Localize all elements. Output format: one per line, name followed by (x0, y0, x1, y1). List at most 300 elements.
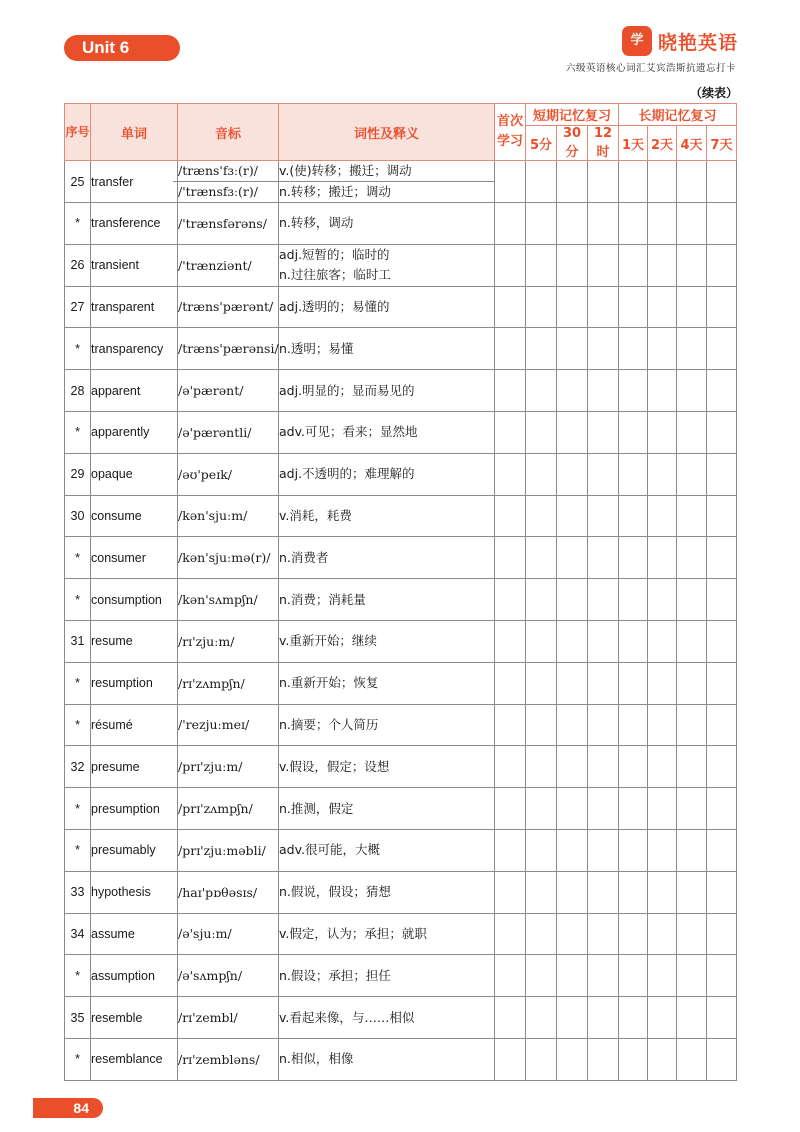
checkbox-cell[interactable] (557, 495, 588, 537)
table-row (65, 913, 737, 955)
checkbox-cell[interactable] (557, 328, 588, 370)
row-word: resumption (91, 662, 178, 704)
checkbox-cell[interactable] (677, 1038, 707, 1080)
row-number: 30 (65, 495, 91, 537)
row-number: 27 (65, 286, 91, 328)
header-word: 单词 (91, 104, 178, 161)
page-number: 84 (33, 1098, 103, 1118)
checkbox-cell[interactable] (526, 328, 557, 370)
brand (622, 26, 738, 56)
checkbox-cell[interactable] (677, 955, 707, 997)
checkbox-cell[interactable] (588, 788, 619, 830)
checkbox-cell[interactable] (619, 829, 648, 871)
row-word: consumption (91, 579, 178, 621)
checkbox-cell[interactable] (707, 579, 737, 621)
header-4day: 4天 (677, 126, 707, 161)
checkbox-cell[interactable] (648, 620, 677, 662)
checkbox-cell[interactable] (495, 286, 526, 328)
checkbox-cell[interactable] (526, 997, 557, 1039)
table-body (65, 161, 737, 1081)
checkbox-cell[interactable] (526, 495, 557, 537)
row-word: assumption (91, 955, 178, 997)
checkbox-cell[interactable] (557, 1038, 588, 1080)
row-phonetic: /haɪ'pɒθəsɪs/ (178, 871, 279, 913)
checkbox-cell[interactable] (619, 620, 648, 662)
checkbox-cell[interactable] (619, 955, 648, 997)
meaning-line: v.(使)转移；搬迁；调动 (279, 163, 412, 178)
checkbox-cell[interactable] (677, 788, 707, 830)
row-meaning (279, 913, 495, 955)
checkbox-cell[interactable] (557, 244, 588, 286)
row-word: hypothesis (91, 871, 178, 913)
table-row (65, 453, 737, 495)
row-phonetic: /prɪ'zʌmpʃn/ (178, 788, 279, 830)
checkbox-cell[interactable] (707, 328, 737, 370)
checkbox-cell[interactable] (526, 453, 557, 495)
row-phonetic: /ə'pærəntli/ (178, 411, 279, 453)
row-number: 34 (65, 913, 91, 955)
row-phonetic: /træns'pærənt/ (178, 286, 279, 328)
checkbox-cell[interactable] (648, 913, 677, 955)
row-word: presumption (91, 788, 178, 830)
row-meaning (279, 829, 495, 871)
checkbox-cell[interactable] (495, 871, 526, 913)
meaning-line: n.消费者 (279, 549, 329, 565)
checkbox-cell[interactable] (648, 244, 677, 286)
checkbox-cell[interactable] (619, 370, 648, 412)
meaning-line: v.看起来像，与……相似 (279, 1009, 415, 1025)
table-row (65, 662, 737, 704)
row-meaning (279, 997, 495, 1039)
checkbox-cell[interactable] (588, 662, 619, 704)
brand-subtitle: 六级英语核心词汇艾宾浩斯抗遗忘打卡 (565, 63, 736, 74)
checkbox-cell[interactable] (526, 370, 557, 412)
checkbox-cell[interactable] (557, 370, 588, 412)
row-number: * (65, 579, 91, 621)
checkbox-cell[interactable] (557, 955, 588, 997)
checkbox-cell[interactable] (526, 955, 557, 997)
checkbox-cell[interactable] (619, 788, 648, 830)
checkbox-cell[interactable] (677, 244, 707, 286)
header-12h: 12时 (588, 126, 619, 161)
checkbox-cell[interactable] (495, 453, 526, 495)
checkbox-cell[interactable] (588, 453, 619, 495)
checkbox-cell[interactable] (495, 161, 526, 203)
row-phonetic: /kən'sjuːmə(r)/ (178, 537, 279, 579)
row-word: consumer (91, 537, 178, 579)
checkbox-cell[interactable] (619, 1038, 648, 1080)
row-meaning (279, 203, 495, 245)
checkbox-cell[interactable] (557, 453, 588, 495)
checkbox-cell[interactable] (526, 829, 557, 871)
table-row (65, 495, 737, 537)
checkbox-cell[interactable] (619, 328, 648, 370)
checkbox-cell[interactable] (677, 537, 707, 579)
row-word: assume (91, 913, 178, 955)
header-meaning: 词性及释义 (279, 104, 495, 161)
header-7day: 7天 (707, 126, 737, 161)
checkbox-cell[interactable] (526, 871, 557, 913)
table-row (65, 1038, 737, 1080)
checkbox-cell[interactable] (648, 1038, 677, 1080)
checkbox-cell[interactable] (588, 913, 619, 955)
checkbox-cell[interactable] (526, 1038, 557, 1080)
checkbox-cell[interactable] (526, 662, 557, 704)
checkbox-cell[interactable] (677, 704, 707, 746)
row-meaning (279, 328, 495, 370)
checkbox-cell[interactable] (707, 955, 737, 997)
row-number: 33 (65, 871, 91, 913)
brand-name: 晓艳英语 (657, 31, 738, 54)
checkbox-cell[interactable] (526, 746, 557, 788)
checkbox-cell[interactable] (677, 746, 707, 788)
checkbox-cell[interactable] (619, 746, 648, 788)
checkbox-cell[interactable] (526, 537, 557, 579)
meaning-line: v.重新开始；继续 (279, 633, 377, 649)
meaning-line: n.过往旅客；临时工 (279, 267, 391, 283)
checkbox-cell[interactable] (557, 537, 588, 579)
row-meaning (279, 620, 495, 662)
checkbox-cell[interactable] (619, 411, 648, 453)
checkbox-cell[interactable] (677, 453, 707, 495)
checkbox-cell[interactable] (588, 704, 619, 746)
checkbox-cell[interactable] (677, 662, 707, 704)
table-row (65, 579, 737, 621)
checkbox-cell[interactable] (677, 620, 707, 662)
row-word: transparency (91, 328, 178, 370)
table-row (65, 203, 737, 245)
meaning-line: n.推测，假定 (279, 800, 354, 816)
checkbox-cell[interactable] (707, 662, 737, 704)
checkbox-cell[interactable] (648, 495, 677, 537)
checkbox-cell[interactable] (588, 537, 619, 579)
checkbox-cell[interactable] (495, 328, 526, 370)
table-row (65, 871, 737, 913)
brand-logo-icon: 学 (622, 26, 652, 56)
row-word: consume (91, 495, 178, 537)
checkbox-cell[interactable] (648, 579, 677, 621)
checkbox-cell[interactable] (526, 244, 557, 286)
row-number: 26 (65, 244, 91, 286)
row-meaning (279, 495, 495, 537)
meaning-line: adj.短暂的；临时的 (279, 247, 390, 263)
checkbox-cell[interactable] (557, 997, 588, 1039)
meaning-line: adj.不透明的；难理解的 (279, 466, 415, 482)
row-meaning (279, 579, 495, 621)
checkbox-cell[interactable] (648, 746, 677, 788)
checkbox-cell[interactable] (526, 788, 557, 830)
checkbox-cell[interactable] (619, 579, 648, 621)
checkbox-cell[interactable] (557, 829, 588, 871)
row-number: * (65, 788, 91, 830)
checkbox-cell[interactable] (495, 244, 526, 286)
checkbox-cell[interactable] (707, 244, 737, 286)
row-word: transient (91, 244, 178, 286)
meaning-line: n.相似，相像 (279, 1051, 354, 1067)
checkbox-cell[interactable] (495, 746, 526, 788)
checkbox-cell[interactable] (557, 871, 588, 913)
checkbox-cell[interactable] (557, 620, 588, 662)
checkbox-cell[interactable] (707, 1038, 737, 1080)
checkbox-cell[interactable] (619, 662, 648, 704)
checkbox-cell[interactable] (648, 537, 677, 579)
row-meaning (279, 871, 495, 913)
unit-badge: Unit 6 (64, 35, 180, 61)
checkbox-cell[interactable] (619, 495, 648, 537)
row-word: transparent (91, 286, 178, 328)
checkbox-cell[interactable] (707, 997, 737, 1039)
row-word: resemblance (91, 1038, 178, 1080)
row-meaning (279, 370, 495, 412)
checkbox-cell[interactable] (648, 328, 677, 370)
row-meaning (279, 411, 495, 453)
row-number: * (65, 203, 91, 245)
table-row (65, 161, 737, 203)
checkbox-cell[interactable] (619, 871, 648, 913)
checkbox-cell[interactable] (707, 161, 737, 203)
checkbox-cell[interactable] (526, 286, 557, 328)
checkbox-cell[interactable] (707, 495, 737, 537)
table-row (65, 370, 737, 412)
checkbox-cell[interactable] (619, 537, 648, 579)
checkbox-cell[interactable] (707, 829, 737, 871)
table-row (65, 328, 737, 370)
checkbox-cell[interactable] (619, 161, 648, 203)
row-phonetic: /kən'sjuːm/ (178, 495, 279, 537)
checkbox-cell[interactable] (677, 286, 707, 328)
row-phonetic: /'rezjuːmeɪ/ (178, 704, 279, 746)
checkbox-cell[interactable] (648, 370, 677, 412)
row-phonetic: /'trænsfərəns/ (178, 203, 279, 245)
checkbox-cell[interactable] (707, 286, 737, 328)
checkbox-cell[interactable] (619, 997, 648, 1039)
row-phonetic: /rɪ'zjuːm/ (178, 620, 279, 662)
checkbox-cell[interactable] (588, 370, 619, 412)
table-row (65, 955, 737, 997)
meaning-line: adj.明显的；显而易见的 (279, 382, 415, 398)
checkbox-cell[interactable] (495, 704, 526, 746)
checkbox-cell[interactable] (526, 203, 557, 245)
checkbox-cell[interactable] (495, 788, 526, 830)
row-number: 31 (65, 620, 91, 662)
phonetic-line: /træns'fɜː(r)/ (178, 163, 258, 178)
meaning-line: v.消耗，耗费 (279, 507, 352, 523)
checkbox-cell[interactable] (707, 704, 737, 746)
row-meaning (279, 244, 495, 286)
row-word: apparent (91, 370, 178, 412)
row-meaning (279, 955, 495, 997)
checkbox-cell[interactable] (648, 161, 677, 203)
checkbox-cell[interactable] (588, 244, 619, 286)
checkbox-cell[interactable] (619, 453, 648, 495)
row-phonetic: /rɪ'zʌmpʃn/ (178, 662, 279, 704)
checkbox-cell[interactable] (526, 620, 557, 662)
header-5min: 5分 (526, 126, 557, 161)
row-number: * (65, 411, 91, 453)
row-meaning (279, 161, 495, 203)
checkbox-cell[interactable] (495, 537, 526, 579)
row-meaning (279, 746, 495, 788)
row-word: transference (91, 203, 178, 245)
checkbox-cell[interactable] (677, 579, 707, 621)
checkbox-cell[interactable] (707, 746, 737, 788)
checkbox-cell[interactable] (526, 411, 557, 453)
checkbox-cell[interactable] (495, 620, 526, 662)
checkbox-cell[interactable] (495, 411, 526, 453)
checkbox-cell[interactable] (619, 704, 648, 746)
checkbox-cell[interactable] (495, 495, 526, 537)
checkbox-cell[interactable] (619, 286, 648, 328)
table-header (65, 104, 737, 161)
checkbox-cell[interactable] (557, 161, 588, 203)
checkbox-cell[interactable] (588, 620, 619, 662)
checkbox-cell[interactable] (648, 662, 677, 704)
checkbox-cell[interactable] (677, 203, 707, 245)
checkbox-cell[interactable] (588, 1038, 619, 1080)
header-phonetic: 音标 (178, 104, 279, 161)
checkbox-cell[interactable] (495, 203, 526, 245)
checkbox-cell[interactable] (648, 203, 677, 245)
checkbox-cell[interactable] (557, 286, 588, 328)
checkbox-cell[interactable] (588, 579, 619, 621)
row-number: * (65, 537, 91, 579)
checkbox-cell[interactable] (588, 955, 619, 997)
checkbox-cell[interactable] (707, 370, 737, 412)
row-meaning (279, 286, 495, 328)
header-long-term: 长期记忆复习 (619, 104, 737, 126)
checkbox-cell[interactable] (526, 579, 557, 621)
row-phonetic: /rɪ'zembləns/ (178, 1038, 279, 1080)
checkbox-cell[interactable] (557, 746, 588, 788)
table-row (65, 829, 737, 871)
checkbox-cell[interactable] (495, 662, 526, 704)
meaning-line: n.转移，调动 (279, 215, 354, 231)
checkbox-cell[interactable] (495, 1038, 526, 1080)
checkbox-cell[interactable] (495, 829, 526, 871)
checkbox-cell[interactable] (677, 871, 707, 913)
checkbox-cell[interactable] (619, 203, 648, 245)
row-number: * (65, 1038, 91, 1080)
row-phonetic: /rɪ'zembl/ (178, 997, 279, 1039)
row-word: résumé (91, 704, 178, 746)
checkbox-cell[interactable] (707, 871, 737, 913)
checkbox-cell[interactable] (557, 788, 588, 830)
checkbox-cell[interactable] (707, 913, 737, 955)
row-number: * (65, 704, 91, 746)
checkbox-cell[interactable] (557, 411, 588, 453)
checkbox-cell[interactable] (588, 161, 619, 203)
checkbox-cell[interactable] (648, 871, 677, 913)
checkbox-cell[interactable] (677, 411, 707, 453)
checkbox-cell[interactable] (588, 871, 619, 913)
checkbox-cell[interactable] (588, 203, 619, 245)
row-phonetic: /'trænziənt/ (178, 244, 279, 286)
checkbox-cell[interactable] (677, 495, 707, 537)
meaning-line: n.转移；搬迁；调动 (273, 181, 494, 202)
checkbox-cell[interactable] (648, 453, 677, 495)
checkbox-cell[interactable] (588, 328, 619, 370)
checkbox-cell[interactable] (557, 704, 588, 746)
checkbox-cell[interactable] (557, 913, 588, 955)
checkbox-cell[interactable] (495, 913, 526, 955)
checkbox-cell[interactable] (588, 829, 619, 871)
row-phonetic: /əʊ'peɪk/ (178, 453, 279, 495)
header-30min: 30分 (557, 126, 588, 161)
checkbox-cell[interactable] (495, 370, 526, 412)
meaning-line: adv.很可能，大概 (279, 842, 380, 858)
row-phonetic: /prɪ'zjuːməbli/ (178, 829, 279, 871)
checkbox-cell[interactable] (707, 620, 737, 662)
row-phonetic (178, 161, 279, 203)
row-word: opaque (91, 453, 178, 495)
checkbox-cell[interactable] (707, 453, 737, 495)
checkbox-cell[interactable] (588, 746, 619, 788)
checkbox-cell[interactable] (588, 495, 619, 537)
meaning-line: n.透明；易懂 (279, 340, 354, 356)
checkbox-cell[interactable] (557, 203, 588, 245)
row-number: 35 (65, 997, 91, 1039)
row-word: presume (91, 746, 178, 788)
checkbox-cell[interactable] (588, 411, 619, 453)
checkbox-cell[interactable] (707, 203, 737, 245)
checkbox-cell[interactable] (588, 997, 619, 1039)
row-meaning (279, 537, 495, 579)
row-meaning (279, 1038, 495, 1080)
checkbox-cell[interactable] (648, 997, 677, 1039)
checkbox-cell[interactable] (707, 537, 737, 579)
checkbox-cell[interactable] (648, 788, 677, 830)
checkbox-cell[interactable] (526, 913, 557, 955)
checkbox-cell[interactable] (677, 370, 707, 412)
checkbox-cell[interactable] (557, 579, 588, 621)
row-number: 28 (65, 370, 91, 412)
row-number: 25 (65, 161, 91, 203)
checkbox-cell[interactable] (495, 579, 526, 621)
checkbox-cell[interactable] (526, 161, 557, 203)
row-word: resemble (91, 997, 178, 1039)
table-row (65, 704, 737, 746)
row-phonetic: /ə'sjuːm/ (178, 913, 279, 955)
checkbox-cell[interactable] (677, 997, 707, 1039)
meaning-line: n.重新开始；恢复 (279, 675, 379, 691)
checkbox-cell[interactable] (707, 788, 737, 830)
checkbox-cell[interactable] (677, 829, 707, 871)
checkbox-cell[interactable] (526, 704, 557, 746)
checkbox-cell[interactable] (648, 411, 677, 453)
checkbox-cell[interactable] (677, 913, 707, 955)
header-2day: 2天 (648, 126, 677, 161)
checkbox-cell[interactable] (648, 704, 677, 746)
checkbox-cell[interactable] (495, 997, 526, 1039)
checkbox-cell[interactable] (588, 286, 619, 328)
row-word: apparently (91, 411, 178, 453)
checkbox-cell[interactable] (495, 955, 526, 997)
row-number: * (65, 829, 91, 871)
checkbox-cell[interactable] (707, 411, 737, 453)
header-index: 序号 (65, 104, 91, 161)
checkbox-cell[interactable] (619, 913, 648, 955)
checkbox-cell[interactable] (648, 955, 677, 997)
checkbox-cell[interactable] (648, 286, 677, 328)
table-row (65, 537, 737, 579)
meaning-line: n.假设；承担；担任 (279, 967, 391, 983)
checkbox-cell[interactable] (677, 328, 707, 370)
checkbox-cell[interactable] (677, 161, 707, 203)
checkbox-cell[interactable] (648, 829, 677, 871)
header-1day: 1天 (619, 126, 648, 161)
checkbox-cell[interactable] (557, 662, 588, 704)
checkbox-cell[interactable] (619, 244, 648, 286)
